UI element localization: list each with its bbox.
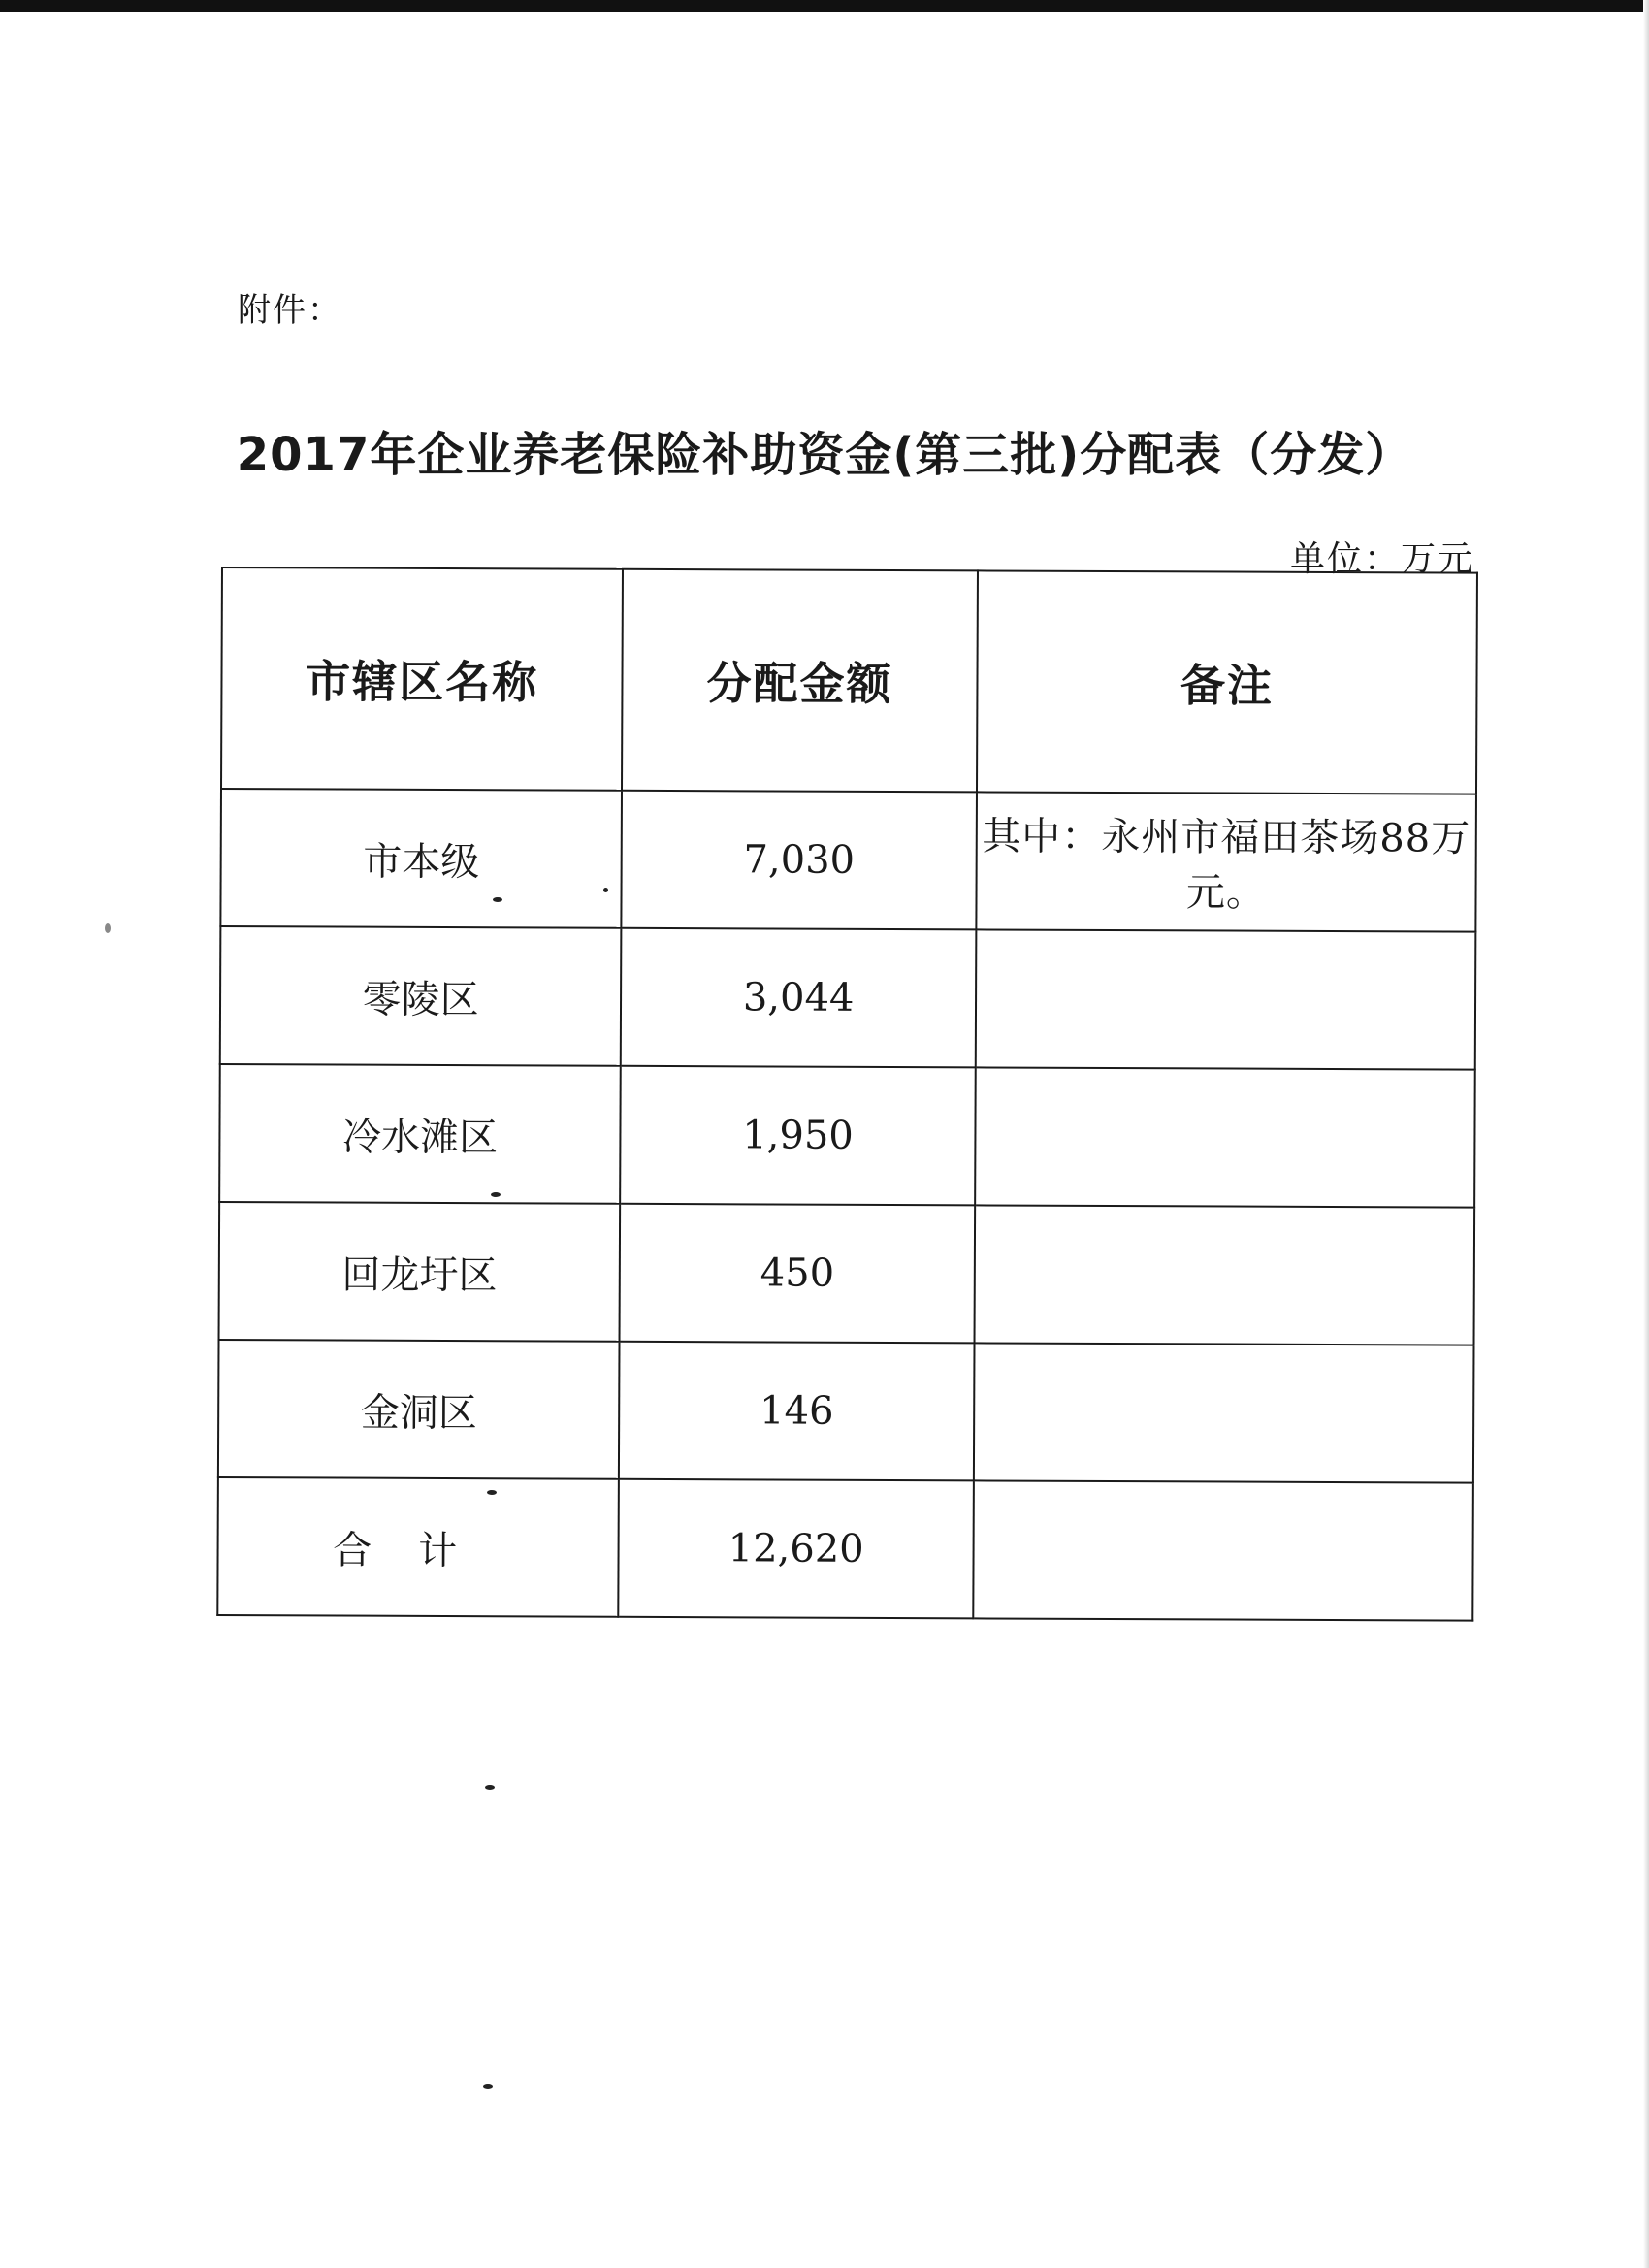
- total-amount: 12,620: [619, 1479, 974, 1619]
- header-allocation-amount: 分配金额: [622, 569, 978, 793]
- scan-speck: [491, 1192, 501, 1197]
- total-note: [973, 1480, 1473, 1620]
- row-amount: 7,030: [622, 791, 977, 930]
- table-total-row: [217, 1477, 1473, 1621]
- row-amount: 146: [619, 1342, 974, 1481]
- row-name: 金洞区: [218, 1340, 620, 1479]
- scan-edge-right: [1643, 0, 1649, 2268]
- row-amount: 450: [620, 1204, 975, 1344]
- attachment-label: 附件：: [238, 291, 342, 330]
- row-note: [974, 1205, 1474, 1345]
- table-row: [220, 789, 1476, 932]
- scan-speck: [487, 1490, 497, 1495]
- scan-speck: [603, 888, 608, 892]
- header-district-name: 市辖区名称: [221, 567, 623, 791]
- table-row: [219, 1064, 1475, 1208]
- scan-speck: [493, 897, 502, 902]
- row-name: 市本级: [220, 789, 622, 928]
- row-amount: 1,950: [620, 1066, 975, 1206]
- total-label: 合计: [217, 1477, 619, 1617]
- allocation-table: [216, 567, 1478, 1622]
- header-remarks: 备注: [977, 570, 1477, 794]
- row-note: [975, 1067, 1475, 1207]
- row-name: 回龙圩区: [219, 1202, 621, 1342]
- scan-speck: [485, 1785, 495, 1790]
- table-row: [218, 1340, 1474, 1483]
- scan-edge-top: [0, 0, 1649, 12]
- scan-speck: [483, 2084, 493, 2089]
- row-note: 其中：永州市福田茶场88万元。: [976, 792, 1476, 931]
- row-name: 零陵区: [220, 926, 622, 1066]
- table-row: [220, 926, 1476, 1070]
- row-note: [974, 1343, 1474, 1482]
- table-row: [219, 1202, 1475, 1345]
- scan-speck: [105, 923, 111, 933]
- row-note: [976, 929, 1476, 1069]
- row-amount: 3,044: [621, 928, 976, 1068]
- document-title: 2017年企业养老保险补助资金(第三批)分配表（分发）: [236, 428, 1413, 482]
- unit-label: 单位：万元: [1289, 539, 1474, 579]
- row-name: 冷水滩区: [219, 1064, 621, 1204]
- table-header-row: [221, 567, 1477, 794]
